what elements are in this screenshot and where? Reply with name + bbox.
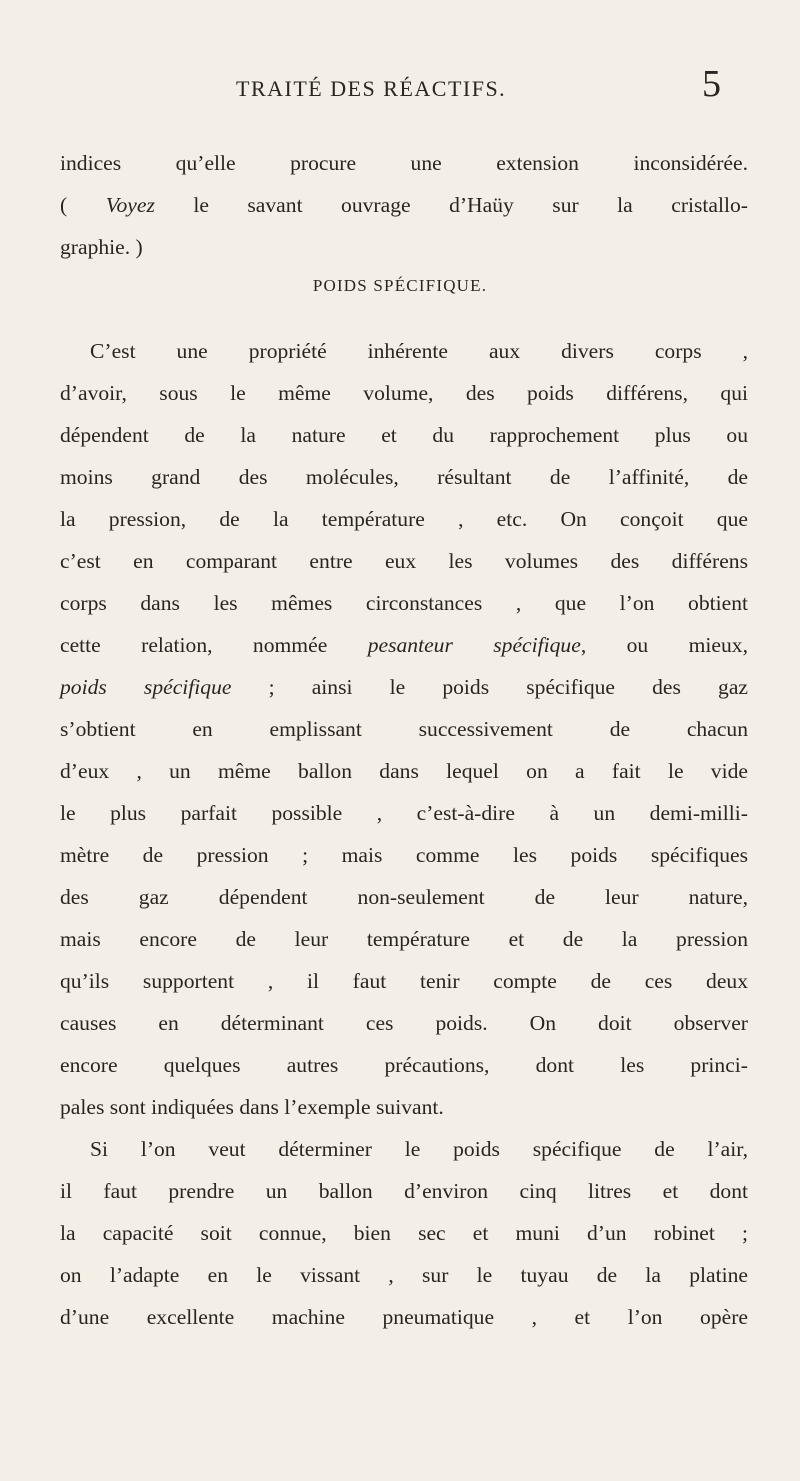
running-head: TRAITÉ DES RÉACTIFS. [236,76,507,101]
text-line: d’eux , un même ballon dans lequel on a fait le vide [60,759,748,783]
section-title: POIDS SPÉCIFIQUE. [312,276,488,295]
text-line: d’une excellente machine pneumatique , et l’on opère [60,1305,748,1329]
text-line: C’est une propriété inhérente aux divers corps , [90,339,748,363]
text-line: il faut prendre un ballon d’environ cinq litres et dont [60,1179,748,1203]
text-line: des gaz dépendent non-seulement de leur nature, [60,885,748,909]
text-line: poids spécifique ; ainsi le poids spécifique des gaz [60,675,748,699]
text-line: on l’adapte en le vissant , sur le tuyau de la platine [60,1263,748,1287]
text-line: mètre de pression ; mais comme les poids spécifiques [60,843,748,867]
text-line: cette relation, nommée pesanteur spécifique, ou mieux, [60,633,748,657]
text-line: Si l’on veut déterminer le poids spécifique de l’air, [90,1137,748,1161]
text-line: le plus parfait possible , c’est-à-dire à un demi-milli- [60,801,748,825]
text-line: pales sont indiquées dans l’exemple suivant. [60,1095,444,1119]
text-line: dépendent de la nature et du rapprochement plus ou [60,423,748,447]
text-line: c’est en comparant entre eux les volumes des différens [60,549,748,573]
text-line: ( Voyez le savant ouvrage d’Haüy sur la cristallo- [60,193,748,217]
text-line: la capacité soit connue, bien sec et muni d’un robinet ; [60,1221,748,1245]
text-line: indices qu’elle procure une extension inconsidérée. [60,151,748,175]
text-line: s’obtient en emplissant successivement de chacun [60,717,748,741]
text-line: qu’ils supportent , il faut tenir compte de ces deux [60,969,748,993]
text-line: encore quelques autres précautions, dont les princi- [60,1053,748,1077]
text-line: graphie. ) [60,235,143,259]
text-line: d’avoir, sous le même volume, des poids différens, qui [60,381,748,405]
text-line: moins grand des molécules, résultant de l’affinité, de [60,465,748,489]
page-number: 5 [702,63,721,105]
text-line: mais encore de leur température et de la pression [60,927,748,951]
text-line: corps dans les mêmes circonstances , que l’on obtient [60,591,748,615]
text-line: causes en déterminant ces poids. On doit observer [60,1011,748,1035]
text-line: la pression, de la température , etc. On conçoit que [60,507,748,531]
